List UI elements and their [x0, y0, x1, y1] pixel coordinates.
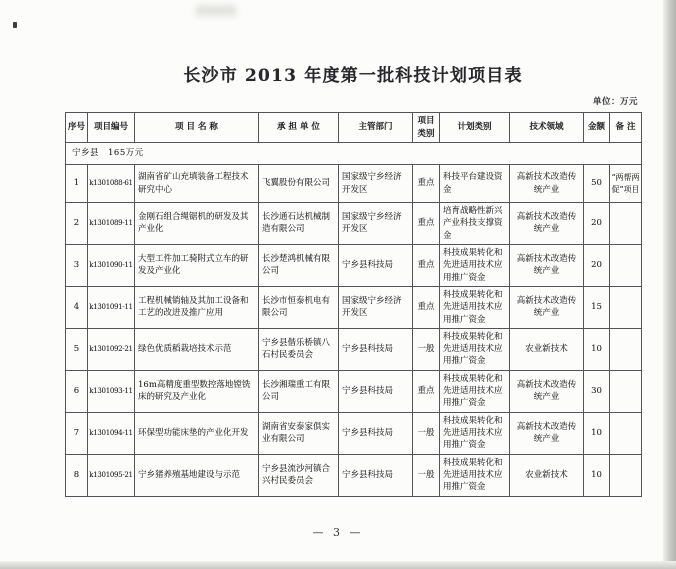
- cell-name: 环保型功能床垫的产业化开发: [135, 412, 259, 454]
- cell-dept: 宁乡县科技局: [339, 244, 413, 286]
- cell-category: 一般: [413, 454, 440, 496]
- table-row: [66, 165, 642, 203]
- cell-unit: 长沙湘瑞重工有限公司: [259, 370, 339, 412]
- cell-code: k1301095-21: [88, 454, 135, 496]
- cell-remark: [610, 328, 642, 370]
- cell-dept: 宁乡县科技局: [339, 412, 413, 454]
- cell-plan: 科技平台建设资金: [440, 165, 510, 203]
- table-row: [66, 454, 642, 496]
- cell-category: 重点: [413, 165, 440, 203]
- cell-dept: 宁乡县科技局: [339, 328, 413, 370]
- cell-name: 工程机械销轴及其加工设备和工艺的改进及推广应用: [135, 286, 259, 328]
- cell-seq: 6: [66, 370, 88, 412]
- cell-dept: 宁乡县科技局: [339, 454, 413, 496]
- col-header-field: 技术领域: [510, 113, 584, 143]
- cell-code: k1301091-11: [88, 286, 135, 328]
- col-header-amount: 金额: [584, 113, 610, 143]
- cell-code: k1301088-61: [88, 165, 135, 203]
- cell-category: 重点: [413, 244, 440, 286]
- document-title: 长沙市 2013 年度第一批科技计划项目表: [183, 66, 523, 86]
- cell-category: 一般: [413, 328, 440, 370]
- col-header-dept: 主管部门: [339, 113, 413, 143]
- cell-remark: [610, 286, 642, 328]
- cell-amount: 10: [584, 328, 610, 370]
- scan-edge-bottom: [0, 561, 676, 569]
- cell-plan: 培育战略性新兴产业科技支撑资金: [440, 203, 510, 245]
- col-header-unit: 承 担 单 位: [259, 113, 339, 143]
- cell-amount: 10: [584, 454, 610, 496]
- cell-code: k1301093-11: [88, 370, 135, 412]
- scan-smudge: [196, 5, 236, 16]
- cell-seq: 5: [66, 328, 88, 370]
- project-table: [65, 112, 642, 497]
- cell-remark: [610, 244, 642, 286]
- cell-field: 高新技术改造传统产业: [510, 244, 584, 286]
- cell-name: 绿色优质稻栽培技术示范: [135, 328, 259, 370]
- cell-unit: 飞翼股份有限公司: [259, 165, 339, 203]
- unit-note: 单位：万元: [592, 97, 638, 107]
- cell-field: 高新技术改造传统产业: [510, 286, 584, 328]
- cell-name: 大型工件加工骑附式立车的研发及产业化: [135, 244, 259, 286]
- col-header-code: 项目编号: [88, 113, 135, 143]
- cell-code: k1301092-21: [88, 328, 135, 370]
- cell-remark: [610, 412, 642, 454]
- cell-name: 宁乡猪养殖基地建设与示范: [135, 454, 259, 496]
- cell-field: 农业新技术: [510, 454, 584, 496]
- table-row: [66, 328, 642, 370]
- scan-speck: [13, 22, 17, 28]
- cell-unit: 宁乡县偕乐桥镇八石村民委员会: [259, 328, 339, 370]
- cell-seq: 1: [66, 165, 88, 203]
- cell-category: 重点: [413, 370, 440, 412]
- cell-remark: [610, 203, 642, 245]
- col-header-plan: 计划类别: [440, 113, 510, 143]
- table-row: [66, 412, 642, 454]
- cell-seq: 4: [66, 286, 88, 328]
- cell-dept: 宁乡县科技局: [339, 370, 413, 412]
- cell-amount: 15: [584, 286, 610, 328]
- cell-seq: 2: [66, 203, 88, 245]
- cell-code: k1301089-11: [88, 203, 135, 245]
- cell-category: 重点: [413, 286, 440, 328]
- cell-name: 湖南省矿山充填装备工程技术研究中心: [135, 165, 259, 203]
- cell-unit: 长沙楚鸿机械有限公司: [259, 244, 339, 286]
- table-row: [66, 244, 642, 286]
- cell-unit: 长沙通石达机械制造有限公司: [259, 203, 339, 245]
- group-label: 宁乡县 165万元: [66, 143, 642, 165]
- cell-seq: 8: [66, 454, 88, 496]
- table-header: [66, 113, 642, 143]
- cell-amount: 10: [584, 412, 610, 454]
- cell-category: 重点: [413, 203, 440, 245]
- cell-amount: 50: [584, 165, 610, 203]
- col-header-category: 项目类别: [413, 113, 440, 143]
- col-header-seq: 序号: [66, 113, 88, 143]
- cell-dept: 国家级宁乡经济开发区: [339, 286, 413, 328]
- cell-seq: 7: [66, 412, 88, 454]
- cell-plan: 科技成果转化和先进适用技术应用推广资金: [440, 454, 510, 496]
- cell-remark: [610, 370, 642, 412]
- table-row: [66, 203, 642, 245]
- cell-field: 农业新技术: [510, 328, 584, 370]
- cell-plan: 科技成果转化和先进适用技术应用推广资金: [440, 370, 510, 412]
- page-number: — 3 —: [312, 526, 364, 539]
- cell-code: k1301090-11: [88, 244, 135, 286]
- cell-dept: 国家级宁乡经济开发区: [339, 203, 413, 245]
- cell-field: 高新技术改造传统产业: [510, 412, 584, 454]
- cell-unit: 湖南省安泰家俱实业有限公司: [259, 412, 339, 454]
- cell-amount: 30: [584, 370, 610, 412]
- cell-code: k1301094-11: [88, 412, 135, 454]
- cell-name: 16m高精度重型数控落地镗铣床的研究及产业化: [135, 370, 259, 412]
- col-header-remark: 备 注: [610, 113, 642, 143]
- cell-dept: 国家级宁乡经济开发区: [339, 165, 413, 203]
- scan-edge-right: [663, 0, 676, 569]
- table-row: [66, 370, 642, 412]
- group-row-ningxiang: [66, 143, 642, 165]
- cell-amount: 20: [584, 203, 610, 245]
- cell-plan: 科技成果转化和先进适用技术应用推广资金: [440, 286, 510, 328]
- cell-field: 高新技术改造传统产业: [510, 165, 584, 203]
- cell-amount: 20: [584, 244, 610, 286]
- cell-plan: 科技成果转化和先进适用技术应用推广资金: [440, 412, 510, 454]
- cell-plan: 科技成果转化和先进适用技术应用推广资金: [440, 244, 510, 286]
- table-row: [66, 286, 642, 328]
- cell-seq: 3: [66, 244, 88, 286]
- cell-unit: 宁乡县流沙河镇合兴村民委员会: [259, 454, 339, 496]
- col-header-name: 项 目 名 称: [135, 113, 259, 143]
- cell-remark: “两帮两促”项目: [610, 165, 642, 203]
- cell-name: 金刚石组合绳锯机的研发及其产业化: [135, 203, 259, 245]
- cell-category: 一般: [413, 412, 440, 454]
- cell-remark: [610, 454, 642, 496]
- cell-plan: 科技成果转化和先进适用技术应用推广资金: [440, 328, 510, 370]
- cell-unit: 长沙市恒泰机电有限公司: [259, 286, 339, 328]
- cell-field: 高新技术改造传统产业: [510, 203, 584, 245]
- cell-field: 高新技术改造传统产业: [510, 370, 584, 412]
